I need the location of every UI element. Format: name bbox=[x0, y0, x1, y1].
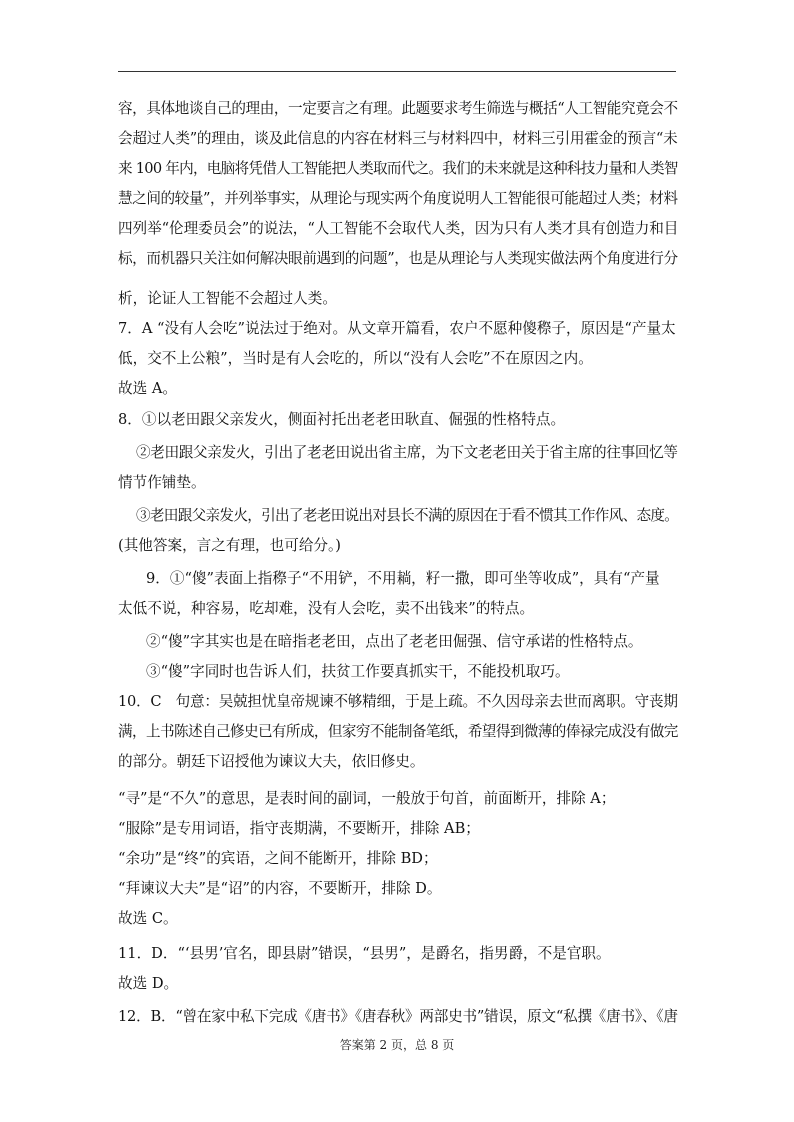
text-line: 标，而机器只关注如何解决眼前遇到的问题”，也是从理论与人类现实做法两个角度进行分 bbox=[118, 250, 678, 267]
answer-10-line: 的部分。朝廷下诏授他为谏议大夫，依旧修史。 bbox=[118, 753, 425, 770]
text-line: 析，论证人工智能不会超过人类。 bbox=[118, 290, 337, 307]
answer-7-line: 低，交不上公粮”，当时是有人会吃的，所以“没有人会吃”不在原因之内。 bbox=[118, 350, 593, 367]
header-rule bbox=[118, 71, 676, 72]
answer-9-point-3: ③“傻”字同时也告诉人们，扶贫工作要真抓实干，不能投机取巧。 bbox=[146, 663, 570, 680]
answer-10-line: 10．C 句意：吴兢担忧皇帝规谏不够精细，于是上疏。不久因母亲去世而离职。守丧期 bbox=[118, 693, 678, 710]
text-line: 来 100 年内，电脑将凭借人工智能把人类取而代之。我们的未来就是这种科技力量和人类智 bbox=[118, 160, 678, 177]
answer-10-line: 满，上书陈述自己修史已有所成，但家穷不能制备笔纸，希望得到微薄的俸禄完成没有做完 bbox=[118, 723, 678, 740]
answer-10-exclusion: “拜谏议大夫”是“诏”的内容，不要断开，排除 D。 bbox=[118, 880, 442, 897]
text-line: 慧之间的较量”，并列举事实，从理论与现实两个角度说明人工智能很可能超过人类；材料 bbox=[118, 190, 678, 207]
text-line: 四列举“伦理委员会”的说法，“人工智能不会取代人类，因为只有人类才具有创造力和目 bbox=[118, 220, 679, 237]
answer-7-line: 7．A “没有人会吃”说法过于绝对。从文章开篇看，农户不愿种傻穄子，原因是“产量太 bbox=[118, 320, 676, 337]
answer-8-note: (其他答案，言之有理，也可给分。) bbox=[118, 537, 341, 554]
answer-10-exclusion: “余功”是“终”的宾语，之间不能断开，排除 BD； bbox=[118, 850, 438, 867]
text-line: 容，具体地谈自己的理由，一定要言之有理。此题要求考生筛选与概括“人工智能究竟会不 bbox=[118, 100, 678, 117]
answer-12-line: 12．B．“曾在家中私下完成《唐书》《唐春秋》两部史书”错误，原文“私撰《唐书》、《唐 bbox=[118, 1008, 678, 1025]
answer-10-exclusion: “服除”是专用词语，指守丧期满，不要断开，排除 AB； bbox=[118, 820, 480, 837]
answer-8-point-3: ③老田跟父亲发火，引出了老老田说出对县长不满的原因在于看不惯其工作作风、态度。 bbox=[136, 507, 679, 524]
text-line: 会超过人类”的理由，谈及此信息的内容在材料三与材料四中，材料三引用霍金的预言“未 bbox=[118, 130, 678, 147]
answer-9-point-1-cont: 太低不说，种容易，吃却难，没有人会吃，卖不出钱来”的特点。 bbox=[118, 600, 535, 617]
answer-7-conclusion: 故选 A。 bbox=[118, 380, 177, 397]
page-footer: 答案第 2 页，总 8 页 bbox=[339, 1038, 455, 1052]
answer-11-conclusion: 故选 D。 bbox=[118, 975, 179, 992]
answer-8-point-2: ②老田跟父亲发火，引出了老老田说出省主席，为下文老老田关于省主席的往事回忆等 bbox=[136, 444, 678, 461]
answer-9-point-1: 9．①“傻”表面上指穄子“不用铲，不用耥，籽一撒，即可坐等收成”，具有“产量 bbox=[146, 570, 660, 587]
answer-9-point-2: ②“傻”字其实也是在暗指老老田，点出了老老田倔强、信守承诺的性格特点。 bbox=[146, 633, 643, 650]
answer-10-conclusion: 故选 C。 bbox=[118, 910, 178, 927]
answer-10-exclusion: “寻”是“不久”的意思，是表时间的副词，一般放于句首，前面断开，排除 A； bbox=[118, 790, 616, 807]
answer-8-point-2-cont: 情节作铺垫。 bbox=[118, 474, 206, 491]
answer-8-point-1: 8．①以老田跟父亲发火，侧面衬托出老老田耿直、倔强的性格特点。 bbox=[118, 411, 566, 428]
answer-11-line: 11．D．“‘县男’官名，即县尉”错误，“县男”，是爵名，指男爵，不是官职。 bbox=[118, 945, 611, 962]
